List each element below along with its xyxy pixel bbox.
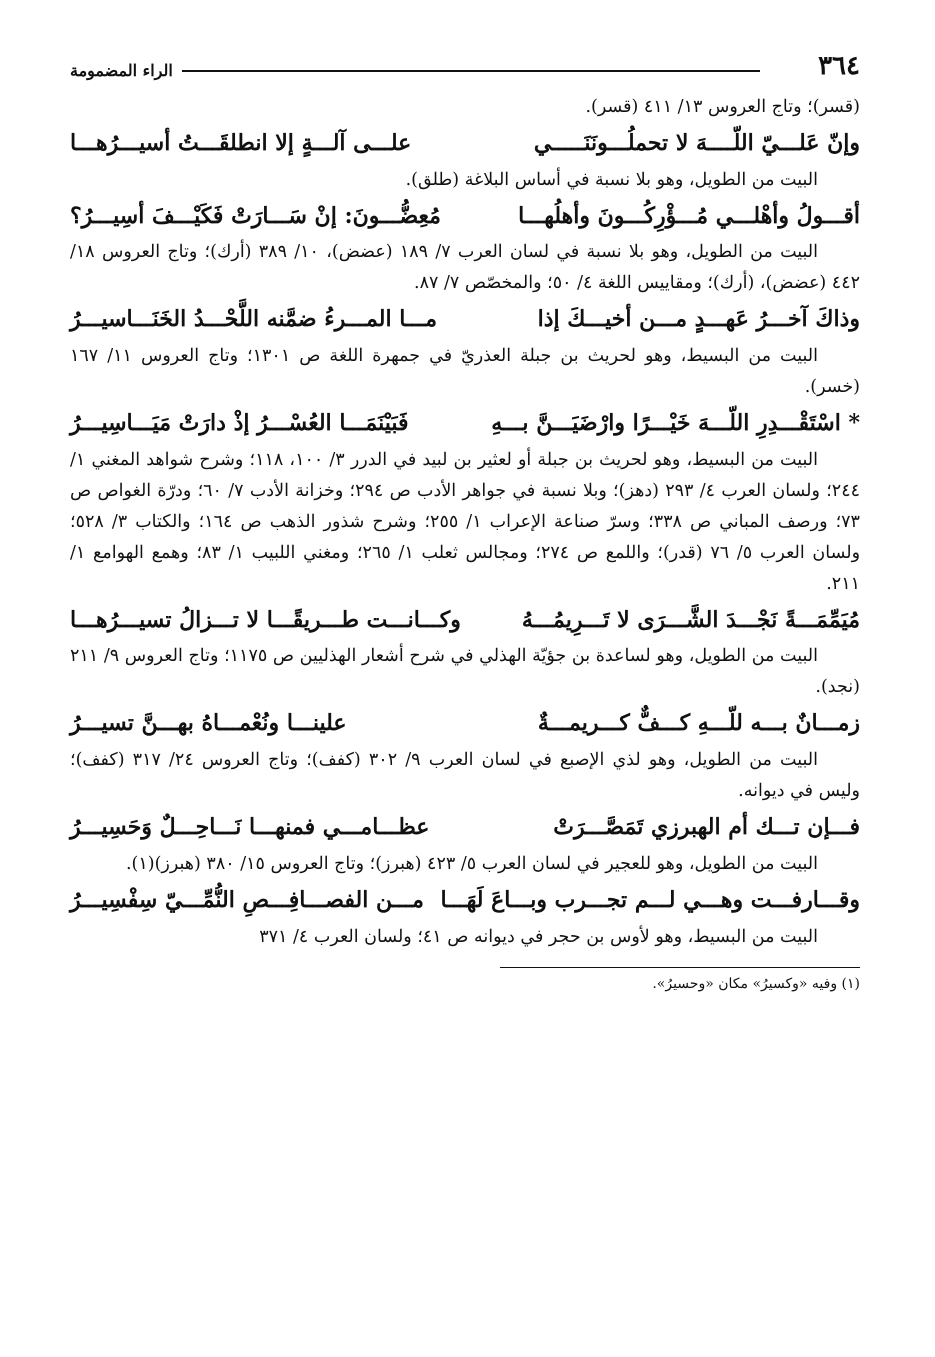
verse-first-hemistich: وإنّ عَلـــيّ اللّــــهَ لا تحملُـــونَنَـــــي — [533, 130, 860, 156]
verse-first-hemistich: زمـــانٌ بـــه للّـــهِ كـــفٌّ كـــريمـــةٌ — [537, 710, 860, 737]
verse-line — [70, 202, 860, 232]
page-body — [70, 92, 860, 953]
verse-second-hemistich: فَبَيْنَمَـــا العُسْـــرُ إذْ دارَتْ مَيَـــاسِيـــرُ — [70, 410, 409, 437]
commentary-paragraph: (قسر)؛ وتاج العروس ١٣/ ٤١١ (قسر). — [585, 97, 860, 117]
verse-line — [70, 813, 860, 843]
verse-line — [70, 409, 860, 439]
commentary-paragraph: البيت من البسيط، وهو لأوس بن حجر في ديوانه ص ٤١؛ ولسان العرب ٤/ ٣٧١ — [259, 926, 818, 947]
footnote-rule — [500, 967, 860, 968]
verse-first-hemistich: وقـــارفـــت وهـــي لـــم تجـــرب وبـــاعَ لَهَـــا — [440, 886, 860, 913]
commentary-paragraph: البيت من البسيط، وهو لحريث بن جبلة العذريّ في جمهرة اللغة ص ١٣٠١؛ وتاج العروس ١١/ ١٦٧ (خسر). — [70, 346, 860, 398]
verse-line — [70, 305, 860, 335]
commentary-paragraph: البيت من البسيط، وهو لحريث بن جبلة أو لعثير بن لبيد في الدرر ٣/ ١٠٠، ١١٨؛ وشرح شواهد المغني ١/ ٢٤٤؛ ولسان العرب ٤/ ٢٩٣ (دهز)؛ وبلا نسبة في جواهر الأدب ص ٢٩٤؛ وخزانة الأدب ٧/ ٦٠؛ ودرّة الغواص ص ٧٣؛ ورصف المباني ص ٣٣٨؛ وسرّ صناعة الإعراب ١/ ٢٥٥؛ وشرح شذور الذهب ص ١٦٤؛ والكتاب ٣/ ٥٢٨؛ ولسان العرب ٥/ ٧٦ (قدر)؛ واللمع ص ٢٧٤؛ ومجالس ثعلب ١/ ٢٦٥؛ ومغني اللبيب ١/ ٨٣؛ وهمع الهوامع ١/ ٢١١. — [70, 449, 861, 594]
verse-second-hemistich: عظـــامـــي فمنهـــا نَـــاحِـــلٌ وَحَسِيـــرُ — [70, 814, 430, 841]
verse-first-hemistich: أقـــولُ وأهْلـــي مُـــؤْرِكُـــونَ وأهلُهـــا — [518, 202, 860, 229]
header-rule — [182, 70, 760, 72]
verse-second-hemistich: علينـــا ونُعْمـــاهُ بهـــنَّ تسيـــرُ — [70, 710, 347, 737]
page-number: ٣٦٤ — [818, 51, 860, 81]
verse-second-hemistich: علـــى آلـــةٍ إلا انطلقَـــتُ أسيـــرُهـــا — [70, 130, 412, 156]
footnote: (١) وفيه «وكسيرُ» مكان «وحسيرُ». — [652, 975, 860, 992]
page-header — [70, 40, 860, 82]
verse-second-hemistich: مـــن الفصـــافِـــصِ النُّمِّـــيّ سِفْسِيـــرُ — [70, 886, 424, 913]
verse-first-hemistich: * اسْتَقْـــدِرِ اللّـــهَ خَيْـــرًا وارْضَيَـــنَّ بـــهِ — [491, 410, 860, 437]
commentary-paragraph: البيت من الطويل، وهو للعجير في لسان العرب ٥/ ٤٢٣ (هبرز)؛ وتاج العروس ١٥/ ٣٨٠ (هبرز)(١). — [125, 853, 818, 874]
verse-line — [70, 886, 860, 916]
verse-first-hemistich: فـــإن تـــك أم الهبرزي تَمَصَّـــرَتْ — [553, 814, 860, 841]
verse-line — [70, 606, 860, 636]
book-page — [70, 40, 860, 1330]
verse-first-hemistich: وذاكَ آخـــرُ عَهـــدٍ مـــن أخيـــكَ إذا — [537, 306, 860, 333]
verse-line — [70, 709, 860, 739]
verse-second-hemistich: مُعِضُّـــونَ: إنْ سَـــارَتْ فَكَيْـــفَ أسِيـــرُ؟ — [70, 202, 441, 229]
commentary-paragraph: البيت من الطويل، وهو بلا نسبة في أساس البلاغة (طلق). — [405, 169, 818, 190]
verse-second-hemistich: مـــا المـــرءُ ضمَّنه اللَّحْـــدُ الخَنَـــاسيـــرُ — [70, 306, 438, 333]
verse-first-hemistich: مُيَمِّمَـــةً نَجْـــدَ الشَّـــرَى لا تَـــرِيمُـــهُ — [521, 606, 860, 633]
commentary-paragraph: البيت من الطويل، وهو لذي الإصبع في لسان العرب ٩/ ٣٠٢ (كفف)؛ وتاج العروس ٢٤/ ٣١٧ (كفف)؛ وليس في ديوانه. — [70, 750, 860, 802]
commentary-paragraph: البيت من الطويل، وهو لساعدة بن جؤيّة الهذلي في شرح أشعار الهذليين ص ١١٧٥؛ وتاج العروس ٩/ ٢١١ (نجد). — [70, 646, 860, 698]
running-title: الراء المضمومة — [70, 61, 173, 80]
verse-line — [70, 129, 860, 159]
commentary-paragraph: البيت من الطويل، وهو بلا نسبة في لسان العرب ٧/ ١٨٩ (عضض)، ١٠/ ٣٨٩ (أرك)؛ وتاج العروس ١٨/ ٤٤٢ (عضض)، (أرك)؛ ومقاييس اللغة ٤/ ٥٠؛ والمخصّص ٧/ ٨٧. — [70, 242, 860, 294]
verse-second-hemistich: وكـــانـــت طـــريقًـــا لا تـــزالُ تسيـــرُهـــا — [70, 606, 461, 633]
